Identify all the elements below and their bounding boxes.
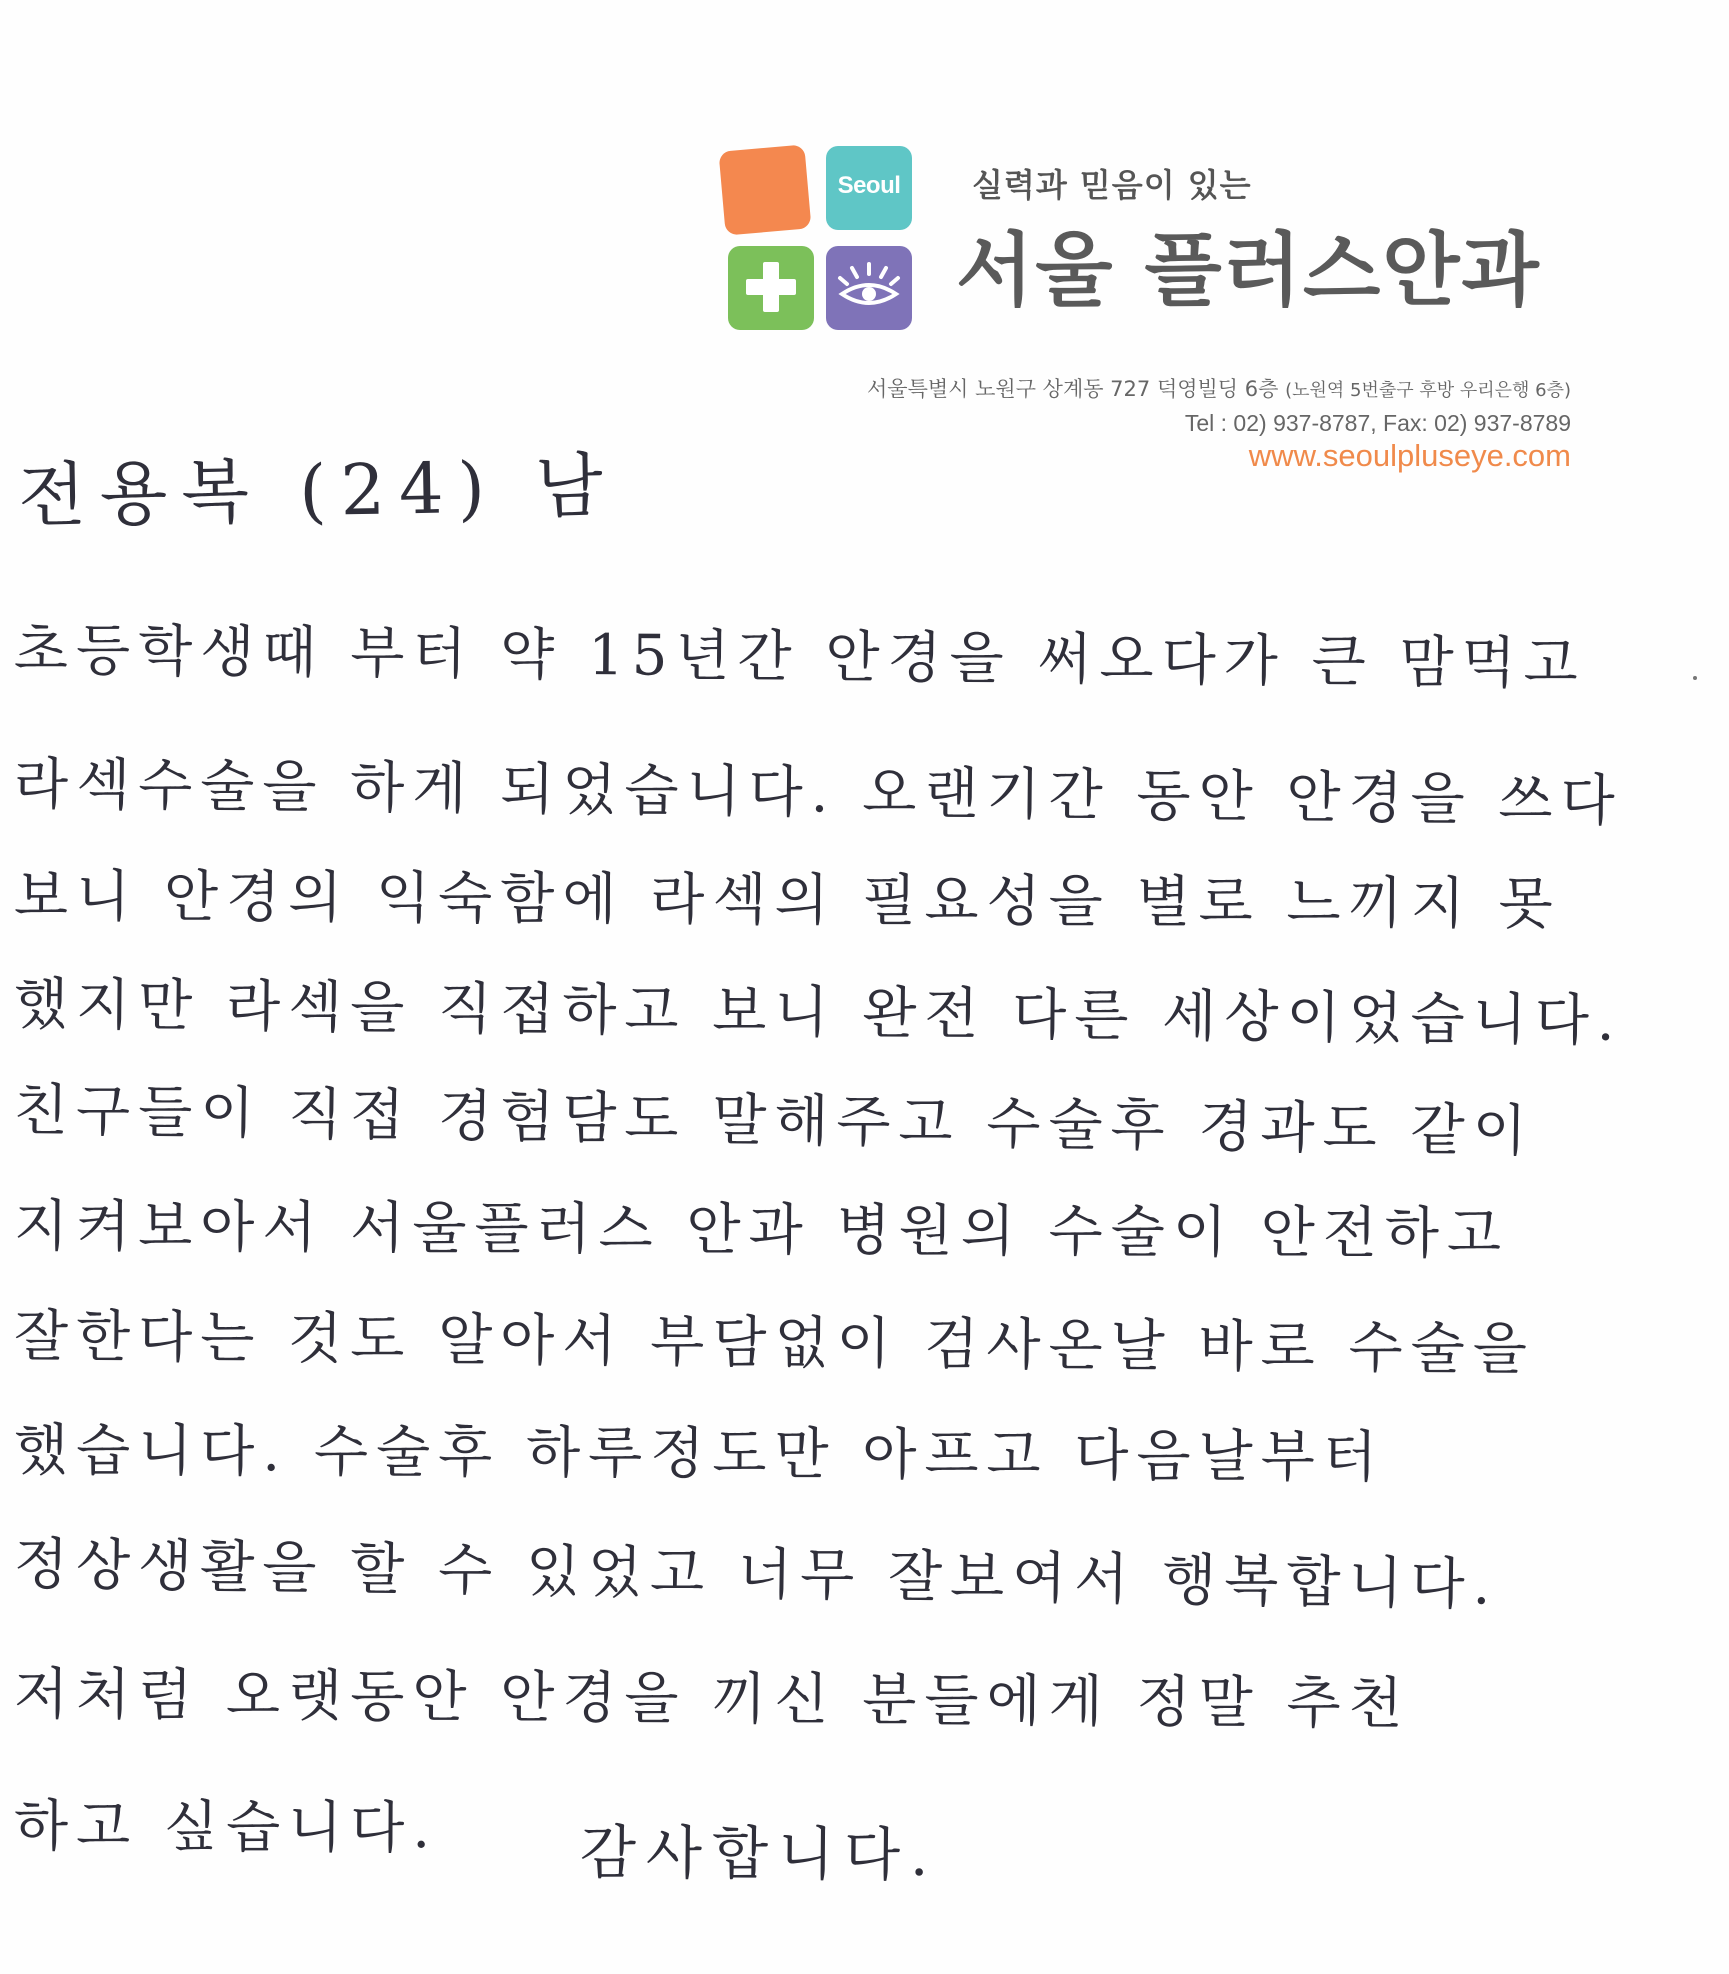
clinic-address — [867, 373, 1571, 403]
clinic-name: 서울 플러스안과 — [956, 224, 1541, 317]
letter-line: 잘한다는 것도 알아서 부담없이 검사온날 바로 수술을 — [13, 1304, 1536, 1383]
logo-tile-teal — [826, 146, 912, 230]
plus-icon — [746, 262, 796, 312]
clinic-slogan: 실력과 믿음이 있는 — [972, 166, 1252, 204]
logo-tile-orange — [719, 144, 812, 235]
closing-line: 감사합니다. — [579, 1818, 939, 1890]
letter-line: 보니 안경의 익숙함에 라섹의 필요성을 별로 느끼지 못 — [13, 864, 1561, 938]
author-line: 전용복 (24) 남 — [17, 444, 618, 537]
logo-tile-green — [728, 246, 814, 330]
eye-icon — [836, 260, 902, 316]
letter-line: 정상생활을 할 수 있었고 너무 잘보여서 행복합니다. — [13, 1532, 1499, 1618]
letter-line: 했습니다. 수술후 하루정도만 아프고 다음날부터 — [13, 1418, 1386, 1491]
address-main: 서울특별시 노원구 상계동 727 덕영빌딩 6층 — [867, 377, 1279, 401]
letter-line: 하고 싶습니다. — [13, 1794, 439, 1862]
address-note: (노원역 5번출구 후방 우리은행 6층) — [1285, 380, 1571, 401]
letter-line: 지켜보아서 서울플러스 안과 병원의 수술이 안전하고 — [13, 1194, 1510, 1267]
phone-fax: Tel : 02) 937-8787, Fax: 02) 937-8789 — [1184, 410, 1571, 436]
letter-line: 라섹수술을 하게 되었습니다. 오랜기간 동안 안경을 쓰다 — [13, 752, 1624, 834]
logo-tile-purple — [826, 246, 912, 330]
logo-tile-label: Seoul — [837, 172, 901, 199]
letter-line: 저처럼 오랫동안 안경을 끼신 분들에게 정말 추천 — [13, 1662, 1411, 1737]
letter-line: 친구들이 직접 경험담도 말해주고 수술후 경과도 같이 — [13, 1078, 1536, 1165]
letter-line: 초등학생때 부터 약 15년간 안경을 써오다가 큰 맘먹고 — [13, 618, 1587, 697]
clinic-logo — [722, 146, 912, 332]
letter-line: 했지만 라섹을 직접하고 보니 완전 다른 세상이었습니다. — [13, 972, 1624, 1054]
website-link[interactable]: www.seoulpluseye.com — [1248, 438, 1571, 473]
paper-speck — [1693, 676, 1697, 680]
